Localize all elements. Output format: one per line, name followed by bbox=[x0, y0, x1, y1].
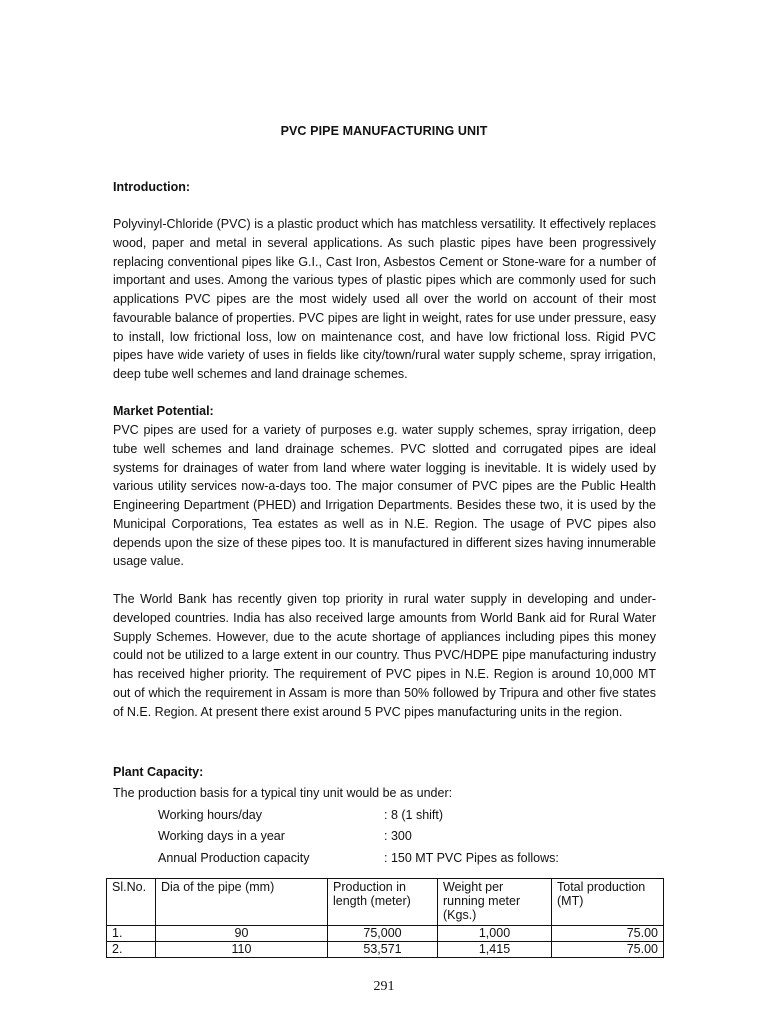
cell-pipe-dia: 110 bbox=[156, 942, 328, 958]
cell-production-length: 53,571 bbox=[328, 942, 438, 958]
cell-total-production: 75.00 bbox=[552, 942, 664, 958]
header-pipe-dia: Dia of the pipe (mm) bbox=[156, 879, 328, 926]
header-weight-per-meter: Weight per running meter (Kgs.) bbox=[438, 879, 552, 926]
introduction-paragraph: Polyvinyl-Chloride (PVC) is a plastic product which has matchless versatility. It effectively replaces wood, paper and metal in several applications. As such plastic pipes have been progressively replacing conventional pipes like G.I., Cast Iron, Asbestos Cement or Stone-ware for a number of important and uses. Among the various types of plastic pipes which are commonly used for such applications PVC pipes are the most widely used all over the world on account of their most favourable balance of properties. PVC pipes are light in weight, rates for use under pressure, easy to install, low frictional loss, low on maintenance cost, and have low frictional loss. Rigid PVC pipes have wide variety of uses in fields like city/town/rural water supply scheme, spray irrigation, deep tube well schemes and land drainage schemes. bbox=[113, 217, 656, 381]
cell-sl-no: 2. bbox=[107, 942, 156, 958]
market-potential-paragraph-2: The World Bank has recently given top priority in rural water supply in developing and under-developed countries. India has also received large amounts from World Bank aid for Rural Water Supply Schemes. However, due to the acute shortage of appliances including pipes this money could not be utilized to a large extent in our country. Thus PVC/HDPE pipe manufacturing industry has received higher priority. The requirement of PVC pipes in N.E. Region is around 10,000 MT out of which the requirement in Assam is more than 50% followed by Tripura and other five states of N.E. Region. At present there exist around 5 PVC pipes manufacturing units in the region. bbox=[113, 592, 656, 719]
header-production-length: Production in length (meter) bbox=[328, 879, 438, 926]
cell-sl-no: 1. bbox=[107, 926, 156, 942]
table-row bbox=[107, 942, 664, 958]
cell-pipe-dia: 90 bbox=[156, 926, 328, 942]
market-potential-paragraph-1: PVC pipes are used for a variety of purposes e.g. water supply schemes, spray irrigation, deep tube well schemes and land drainage schemes. PVC slotted and corrugated pipes are ideal systems for drainages of water from land where water logging is inevitable. It is widely used by various utility services now-a-days too. The major consumer of PVC pipes are the Public Health Engineering Department (PHED) and Irrigation Departments. Besides these two, it is used by the Municipal Corporations, Tea estates as well as in N.E. Region. The usage of PVC pipes also depends upon the size of these pipes too. It is manufactured in different sizes having innumerable usage value. bbox=[113, 423, 656, 569]
spec-label-annual-capacity: Annual Production capacity bbox=[158, 851, 310, 865]
table-header-row bbox=[107, 879, 664, 926]
document-title: PVC PIPE MANUFACTURING UNIT bbox=[280, 124, 488, 138]
spec-label-working-hours: Working hours/day bbox=[158, 808, 262, 822]
cell-weight-per-meter: 1,415 bbox=[438, 942, 552, 958]
introduction-heading: Introduction: bbox=[113, 180, 191, 194]
market-potential-heading: Market Potential: bbox=[113, 404, 214, 418]
plant-capacity-intro: The production basis for a typical tiny unit would be as under: bbox=[113, 786, 453, 800]
table-row bbox=[107, 926, 664, 942]
header-total-production: Total production (MT) bbox=[552, 879, 664, 926]
spec-label-working-days: Working days in a year bbox=[158, 829, 285, 843]
header-sl-no: Sl.No. bbox=[107, 879, 156, 926]
cell-weight-per-meter: 1,000 bbox=[438, 926, 552, 942]
cell-production-length: 75,000 bbox=[328, 926, 438, 942]
page-number: 291 bbox=[373, 979, 395, 994]
spec-value-annual-capacity: : 150 MT PVC Pipes as follows: bbox=[384, 851, 559, 865]
cell-total-production: 75.00 bbox=[552, 926, 664, 942]
spec-value-working-hours: : 8 (1 shift) bbox=[384, 808, 444, 822]
plant-capacity-heading: Plant Capacity: bbox=[113, 765, 204, 779]
spec-value-working-days: : 300 bbox=[384, 829, 412, 843]
production-table bbox=[106, 878, 664, 958]
